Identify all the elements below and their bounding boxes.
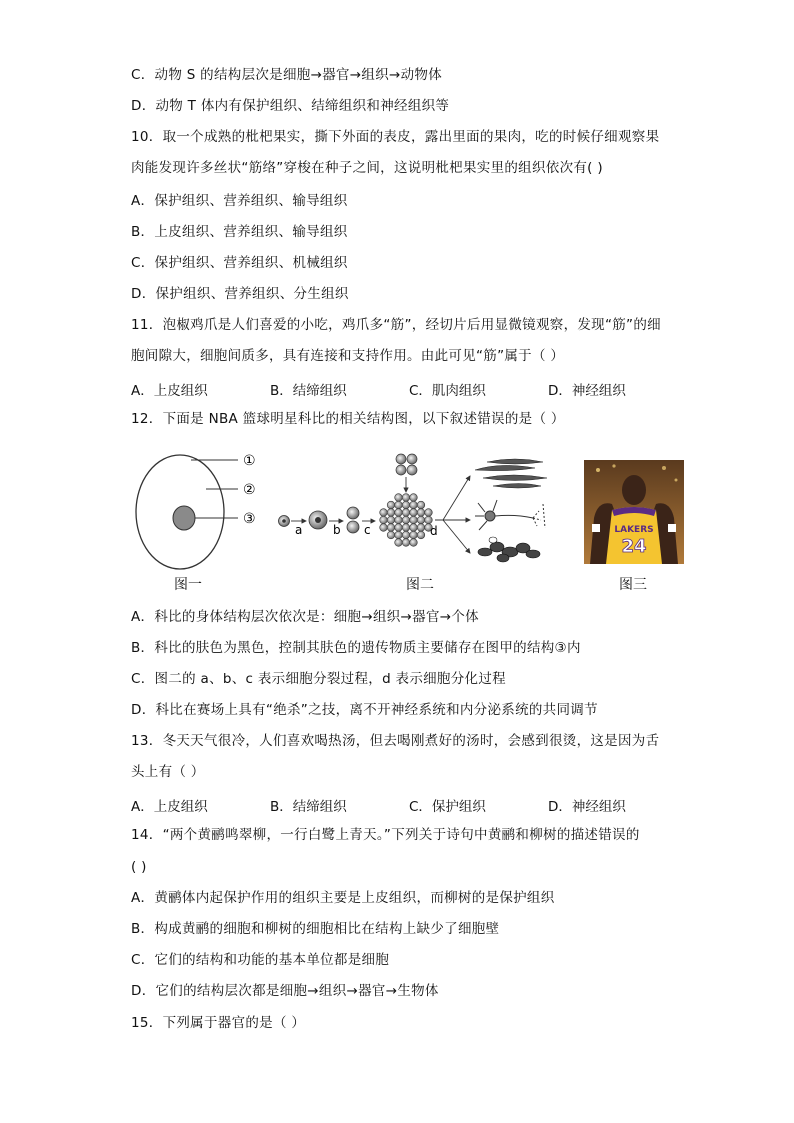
question-13-option-b[interactable]: B．结缔组织	[270, 799, 347, 815]
cluster-cell	[395, 524, 403, 532]
cluster-cell	[402, 501, 410, 509]
question-12-option-d[interactable]: D．科比在赛场上具有“绝杀”之技，离不开神经系统和内分泌系统的共同调节	[131, 702, 598, 718]
cluster-cell	[380, 516, 388, 524]
question-13-option-d[interactable]: D．神经组织	[548, 799, 626, 815]
cluster-cell	[395, 501, 403, 509]
cluster-cell	[395, 539, 403, 547]
cluster-cell	[410, 494, 418, 502]
cluster-cell	[410, 524, 418, 532]
cluster-cell	[402, 524, 410, 532]
question-13-option-a[interactable]: A．上皮组织	[131, 799, 208, 815]
cluster-cell	[402, 509, 410, 517]
figure-2-cell-division-diagram	[275, 448, 565, 573]
cluster-cell	[410, 516, 418, 524]
question-13-stem-1: 13．冬天天气很冷，人们喜欢喝热汤，但去喝刚煮好的汤时，会感到很烫，这是因为舌	[131, 733, 660, 749]
question-12-option-b[interactable]: B．科比的肤色为黑色，控制其肤色的遗传物质主要储存在图甲的结构③内	[131, 640, 581, 656]
cluster-cell	[387, 501, 395, 509]
cluster-cell	[402, 494, 410, 502]
cell-stage-four	[396, 454, 417, 475]
question-14-option-c[interactable]: C．它们的结构和功能的基本单位都是细胞	[131, 952, 390, 968]
cluster-cell	[387, 509, 395, 517]
label-c: c	[364, 523, 371, 537]
question-14-stem-2: ( )	[131, 859, 147, 875]
question-10-stem-2: 肉能发现许多丝状“筋络”穿梭在种子之间，这说明枇杷果实里的组织依次有( )	[131, 160, 603, 176]
cluster-cell	[402, 516, 410, 524]
jersey-number: 24	[621, 536, 647, 557]
question-11-stem-2: 胞间隙大，细胞间质多，具有连接和支持作用。由此可见“筋”属于（ ）	[131, 348, 565, 364]
question-11-option-a[interactable]: A．上皮组织	[131, 383, 208, 399]
question-11-option-b[interactable]: B．结缔组织	[270, 383, 347, 399]
label-2: ②	[243, 482, 256, 498]
question-12-option-c[interactable]: C．图二的 a、b、c 表示细胞分裂过程，d 表示细胞分化过程	[131, 671, 506, 687]
cluster-cell	[417, 531, 425, 539]
figure-1-cell-diagram	[128, 448, 263, 573]
label-3: ③	[243, 511, 256, 527]
question-12-stem: 12．下面是 NBA 篮球明星科比的相关结构图，以下叙述错误的是（ ）	[131, 411, 565, 427]
label-b: b	[333, 523, 341, 537]
cluster-cell	[402, 531, 410, 539]
cluster-cell	[380, 509, 388, 517]
question-10-option-c[interactable]: C．保护组织、营养组织、机械组织	[131, 255, 348, 271]
cluster-cell	[417, 524, 425, 532]
question-13-stem-2: 头上有（ ）	[131, 764, 205, 780]
cluster-cell	[395, 516, 403, 524]
cluster-cell	[425, 516, 433, 524]
neuron	[475, 500, 545, 530]
figure-3-kobe-photo	[584, 460, 684, 564]
cluster-cell	[387, 524, 395, 532]
question-10-option-b[interactable]: B．上皮组织、营养组织、输导组织	[131, 224, 348, 240]
cluster-cell	[410, 509, 418, 517]
question-12-option-a[interactable]: A．科比的身体结构层次依次是：细胞→组织→器官→个体	[131, 609, 479, 625]
question-10-option-d[interactable]: D．保护组织、营养组织、分生组织	[131, 286, 349, 302]
question-11-option-d[interactable]: D．神经组织	[548, 383, 626, 399]
cluster-cell	[417, 501, 425, 509]
blood-cells	[478, 537, 540, 562]
cluster-cell	[410, 539, 418, 547]
cell-stage-3b	[347, 521, 359, 533]
cluster-cell	[410, 531, 418, 539]
muscle-tissue	[475, 459, 547, 488]
cluster-cell	[417, 516, 425, 524]
cell-nucleus	[173, 506, 195, 530]
cluster-cell	[395, 531, 403, 539]
cluster-cell	[410, 501, 418, 509]
figure-2-caption: 图二	[406, 577, 434, 593]
label-a: a	[295, 523, 303, 537]
figure-3-caption: 图三	[619, 577, 647, 593]
question-10-stem-1: 10．取一个成熟的枇杷果实，撕下外面的表皮，露出里面的果肉，吃的时候仔细观察果	[131, 129, 660, 145]
cluster-cell	[402, 539, 410, 547]
question-14-stem-1: 14．“两个黄鹂鸣翠柳，一行白鹭上青天。”下列关于诗句中黄鹂和柳树的描述错误的	[131, 827, 640, 843]
question-14-option-d[interactable]: D．它们的结构层次都是细胞→组织→器官→生物体	[131, 983, 439, 999]
question-13-options	[131, 795, 691, 813]
cluster-cell	[395, 494, 403, 502]
question-13-option-c[interactable]: C．保护组织	[409, 799, 486, 815]
jersey-text: LAKERS	[614, 525, 654, 535]
cell-stage-3a	[347, 507, 359, 519]
question-14-option-b[interactable]: B．构成黄鹂的细胞和柳树的细胞相比在结构上缺少了细胞壁	[131, 921, 500, 937]
label-d: d	[430, 524, 438, 538]
option-d-prev: D．动物 T 体内有保护组织、结缔组织和神经组织等	[131, 98, 450, 114]
cell-cluster	[380, 494, 433, 547]
cluster-cell	[387, 531, 395, 539]
option-c-prev: C．动物 S 的结构层次是细胞→器官→组织→动物体	[131, 67, 443, 83]
figure-1-caption: 图一	[174, 577, 202, 593]
question-11-options	[131, 379, 691, 397]
cluster-cell	[417, 509, 425, 517]
question-11-option-c[interactable]: C．肌肉组织	[409, 383, 486, 399]
cluster-cell	[380, 524, 388, 532]
question-10-option-a[interactable]: A．保护组织、营养组织、输导组织	[131, 193, 348, 209]
question-15-stem: 15．下列属于器官的是（ ）	[131, 1015, 306, 1031]
cluster-cell	[395, 509, 403, 517]
label-1: ①	[243, 453, 256, 469]
cluster-cell	[425, 509, 433, 517]
cluster-cell	[387, 516, 395, 524]
question-11-stem-1: 11．泡椒鸡爪是人们喜爱的小吃，鸡爪多“筋”，经切片后用显微镜观察，发现“筋”的细	[131, 317, 661, 333]
question-14-option-a[interactable]: A．黄鹂体内起保护作用的组织主要是上皮组织，而柳树的是保护组织	[131, 890, 555, 906]
